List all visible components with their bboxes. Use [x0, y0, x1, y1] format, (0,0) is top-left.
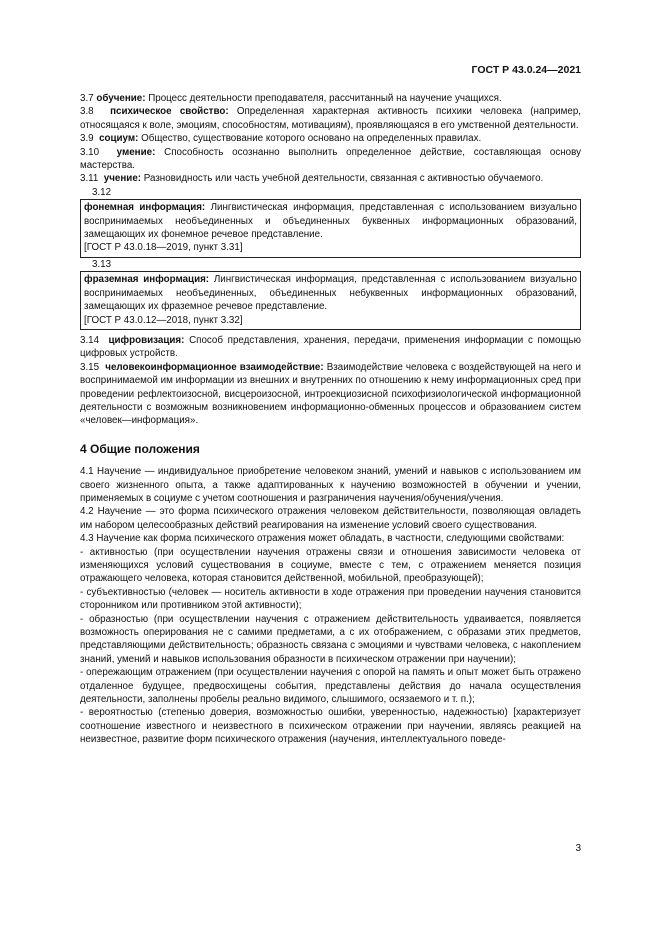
- definition-3-11: [80, 172, 581, 185]
- list-item: - субъективностью (человек — носитель активности в ходе отражения при проведении научения становится сторонником или противником этой активности);: [80, 586, 581, 612]
- def-number: 3.10: [80, 146, 100, 158]
- def-text: Общество, существование которого основано на определенных правилах.: [138, 133, 482, 145]
- def-term: обучение:: [96, 93, 146, 104]
- quoted-definition-box: [80, 199, 581, 258]
- box2-number: 3.13: [92, 258, 112, 270]
- def-term: умение:: [116, 146, 156, 158]
- list-item: - опережающим отражением (при осуществлении научения с опорой на память и опыт может быть отражено отдаленное будущее, предвосхищены события, представлены действия до начала осуществления деятельности, заполнены пробелы реально видимого, слышимого, осязаемого и т. п.);: [80, 667, 581, 706]
- list-item: - вероятностью (степенью доверия, возможностью ошибки, уверенностью, надежностью) [характеризует соотношение известного и неизвестного в психическом отражении при научении, являясь реакцией на неизвестное, развитие форм психического отражения (научения, интеллектуального поведе-: [80, 707, 581, 746]
- def-text: Разновидность или часть учебной деятельности, связанная с активностью обучаемого.: [141, 173, 544, 185]
- quoted-definition: [84, 273, 577, 313]
- quoted-definition-box: [80, 271, 581, 330]
- def-term: психическое свойство:: [110, 106, 229, 118]
- def-term: цифровизация:: [108, 334, 185, 346]
- definition-3-14: [80, 334, 581, 361]
- def-text: Способ представления, хранения, передачи, применения информации с помощью цифровых устройств.: [80, 334, 581, 360]
- def-number: 3.9: [80, 133, 94, 145]
- def-number: 3.8: [80, 106, 94, 118]
- def-text: Лингвистическая информация, представленная с использованием визуально воспринимаемых необъединенных и объединенных буквенных информационных образований, замещающих их фонемное речевое представление.: [84, 202, 577, 241]
- def-text: Определенная характерная активность психики человека (например, относящаяся к воле, эмоциям, способностям, мотивациям), проявляющаяся в его умственной деятельности.: [80, 106, 581, 131]
- def-term: учение:: [103, 173, 142, 185]
- def-number: 3.14: [80, 334, 100, 346]
- quoted-definition: [84, 201, 577, 241]
- source-reference: [ГОСТ Р 43.0.12—2018, пункт 3.32]: [84, 314, 243, 326]
- def-text: Лингвистическая информация, представленная с использованием визуально воспринимаемых необъединенных, объединенных небуквенных информационных образований, замещающих их фраземное речевое представление.: [84, 274, 577, 313]
- def-number: 3.11: [80, 173, 99, 185]
- def-term: фраземная информация:: [84, 274, 210, 286]
- list-item: - активностью (при осуществлении научения отражены связи и отношения зависимости человека от изменяющихся условий существования в социуме, вместе с тем, с отражением меняется позиция отражающего человека, которая становится действенной, мобильной, преобразующей);: [80, 546, 581, 585]
- definition-3-15: [80, 361, 581, 428]
- text-flow: [80, 92, 581, 747]
- definition-3-9: [80, 132, 581, 145]
- def-text: Взаимодействие человека с воздействующей на него и воспринимаемой им информации из внешних и внутренних по отношению к нему информационных сред при проведении рефлектоизосной, висцероизосной, интроекциозисной психофизиологической информационной деятельности с возможным возникновением информационно-обменных процессов и образованием систем «человек—информация».: [80, 361, 581, 427]
- def-number: 3.15: [80, 361, 100, 373]
- source-reference: [ГОСТ Р 43.0.18—2019, пункт 3.31]: [84, 242, 243, 254]
- page-number: 3: [575, 843, 581, 854]
- paragraph: 4.1 Научение — индивидуальное приобретение человеком знаний, умений и навыков с использованием им своего жизненного опыта, а также адаптированных к научению возможностей в обучении и учении, применяемых в социуме с учетом соотношения и разграничения научения/обучения/учения.: [80, 466, 581, 504]
- def-term: человекоинформационное взаимодействие:: [105, 361, 324, 373]
- definition-3-10: [80, 146, 581, 173]
- def-term: социум:: [99, 133, 139, 145]
- def-text: Процесс деятельности преподавателя, рассчитанный на научение учащихся.: [145, 93, 502, 104]
- definition-3-8: [80, 105, 581, 132]
- list-item: - образностью (при осуществлении научения с отражением действительность удваивается, появляется возможность оперирования не с самими предметами, а с их отображением, с образами этих предметов, представляющими действительность; образность связана с эмоциями и чувствами человека, с накоплением знаний, умений и навыков использования образности в психическом отражении при научении);: [80, 613, 581, 665]
- definition-3-7: [80, 92, 581, 105]
- section-heading: 4 Общие положения: [80, 441, 200, 456]
- paragraph: 4.2 Научение — это форма психического отражения человеком действительности, позволяющая овладеть им набором целесообразных действий реагирования на изменение условий своего существования.: [80, 506, 581, 531]
- def-term: фонемная информация:: [84, 202, 206, 214]
- def-number: 3.7: [80, 93, 94, 104]
- paragraph: 4.3 Научение как форма психического отражения может обладать, в частности, следующими свойствами:: [80, 533, 565, 545]
- def-text: Способность осознанно выполнить определенное действие, составляющая основу мастерства.: [80, 146, 581, 172]
- box1-number: 3.12: [92, 186, 112, 198]
- document-header: ГОСТ Р 43.0.24—2021: [471, 64, 581, 76]
